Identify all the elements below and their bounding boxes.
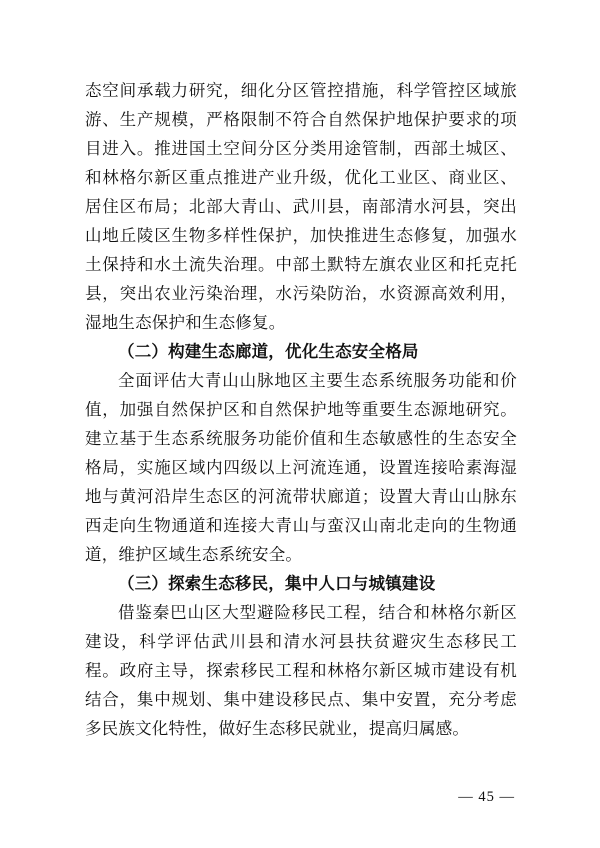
paragraph-continuation: 态空间承载力研究，细化分区管控措施，科学管控区域旅游、生产规模，严格限制不符合自然保护地保护要求的项目进入。推进国土空间分区分类用途管制，西部土城区、和林格尔新区重点推进产业升级，优化工业区、商业区、居住区布局；北部大青山、武川县，南部清水河县，突出山地丘陵区生物多样性保护，加快推进生态修复，加强水土保持和水土流失治理。中部土默特左旗农业区和托克托县，突出农业污染治理，水污染防治，水资源高效利用，湿地生态保护和生态修复。 xyxy=(85,81,517,332)
paragraph-ecological-migration: 借鉴秦巴山区大型避险移民工程，结合和林格尔新区建设，科学评估武川县和清水河县扶贫避灾生态移民工程。政府主导，探索移民工程和林格尔新区城市建设有机结合，集中规划、集中建设移民点、集中安置，充分考虑多民族文化特性，做好生态移民就业，提高归属感。 xyxy=(85,603,517,738)
page-number: — 45 — xyxy=(458,789,515,805)
section-heading-3: （三）探索生态移民，集中人口与城镇建设 xyxy=(118,574,436,593)
page-footer xyxy=(458,789,515,806)
paragraph-ecological-corridor: 全面评估大青山山脉地区主要生态系统服务功能和价值，加强自然保护区和自然保护地等重要生态源地研究。建立基于生态系统服务功能价值和生态敏感性的生态安全格局，实施区域内四级以上河流连通，设置连接哈素海湿地与黄河沿岸生态区的河流带状廊道；设置大青山山脉东西走向生物通道和连接大青山与蛮汉山南北走向的生物通道，维护区域生态系统安全。 xyxy=(85,371,517,564)
section-heading-2: （二）构建生态廊道，优化生态安全格局 xyxy=(118,342,419,361)
document-content xyxy=(85,76,517,743)
